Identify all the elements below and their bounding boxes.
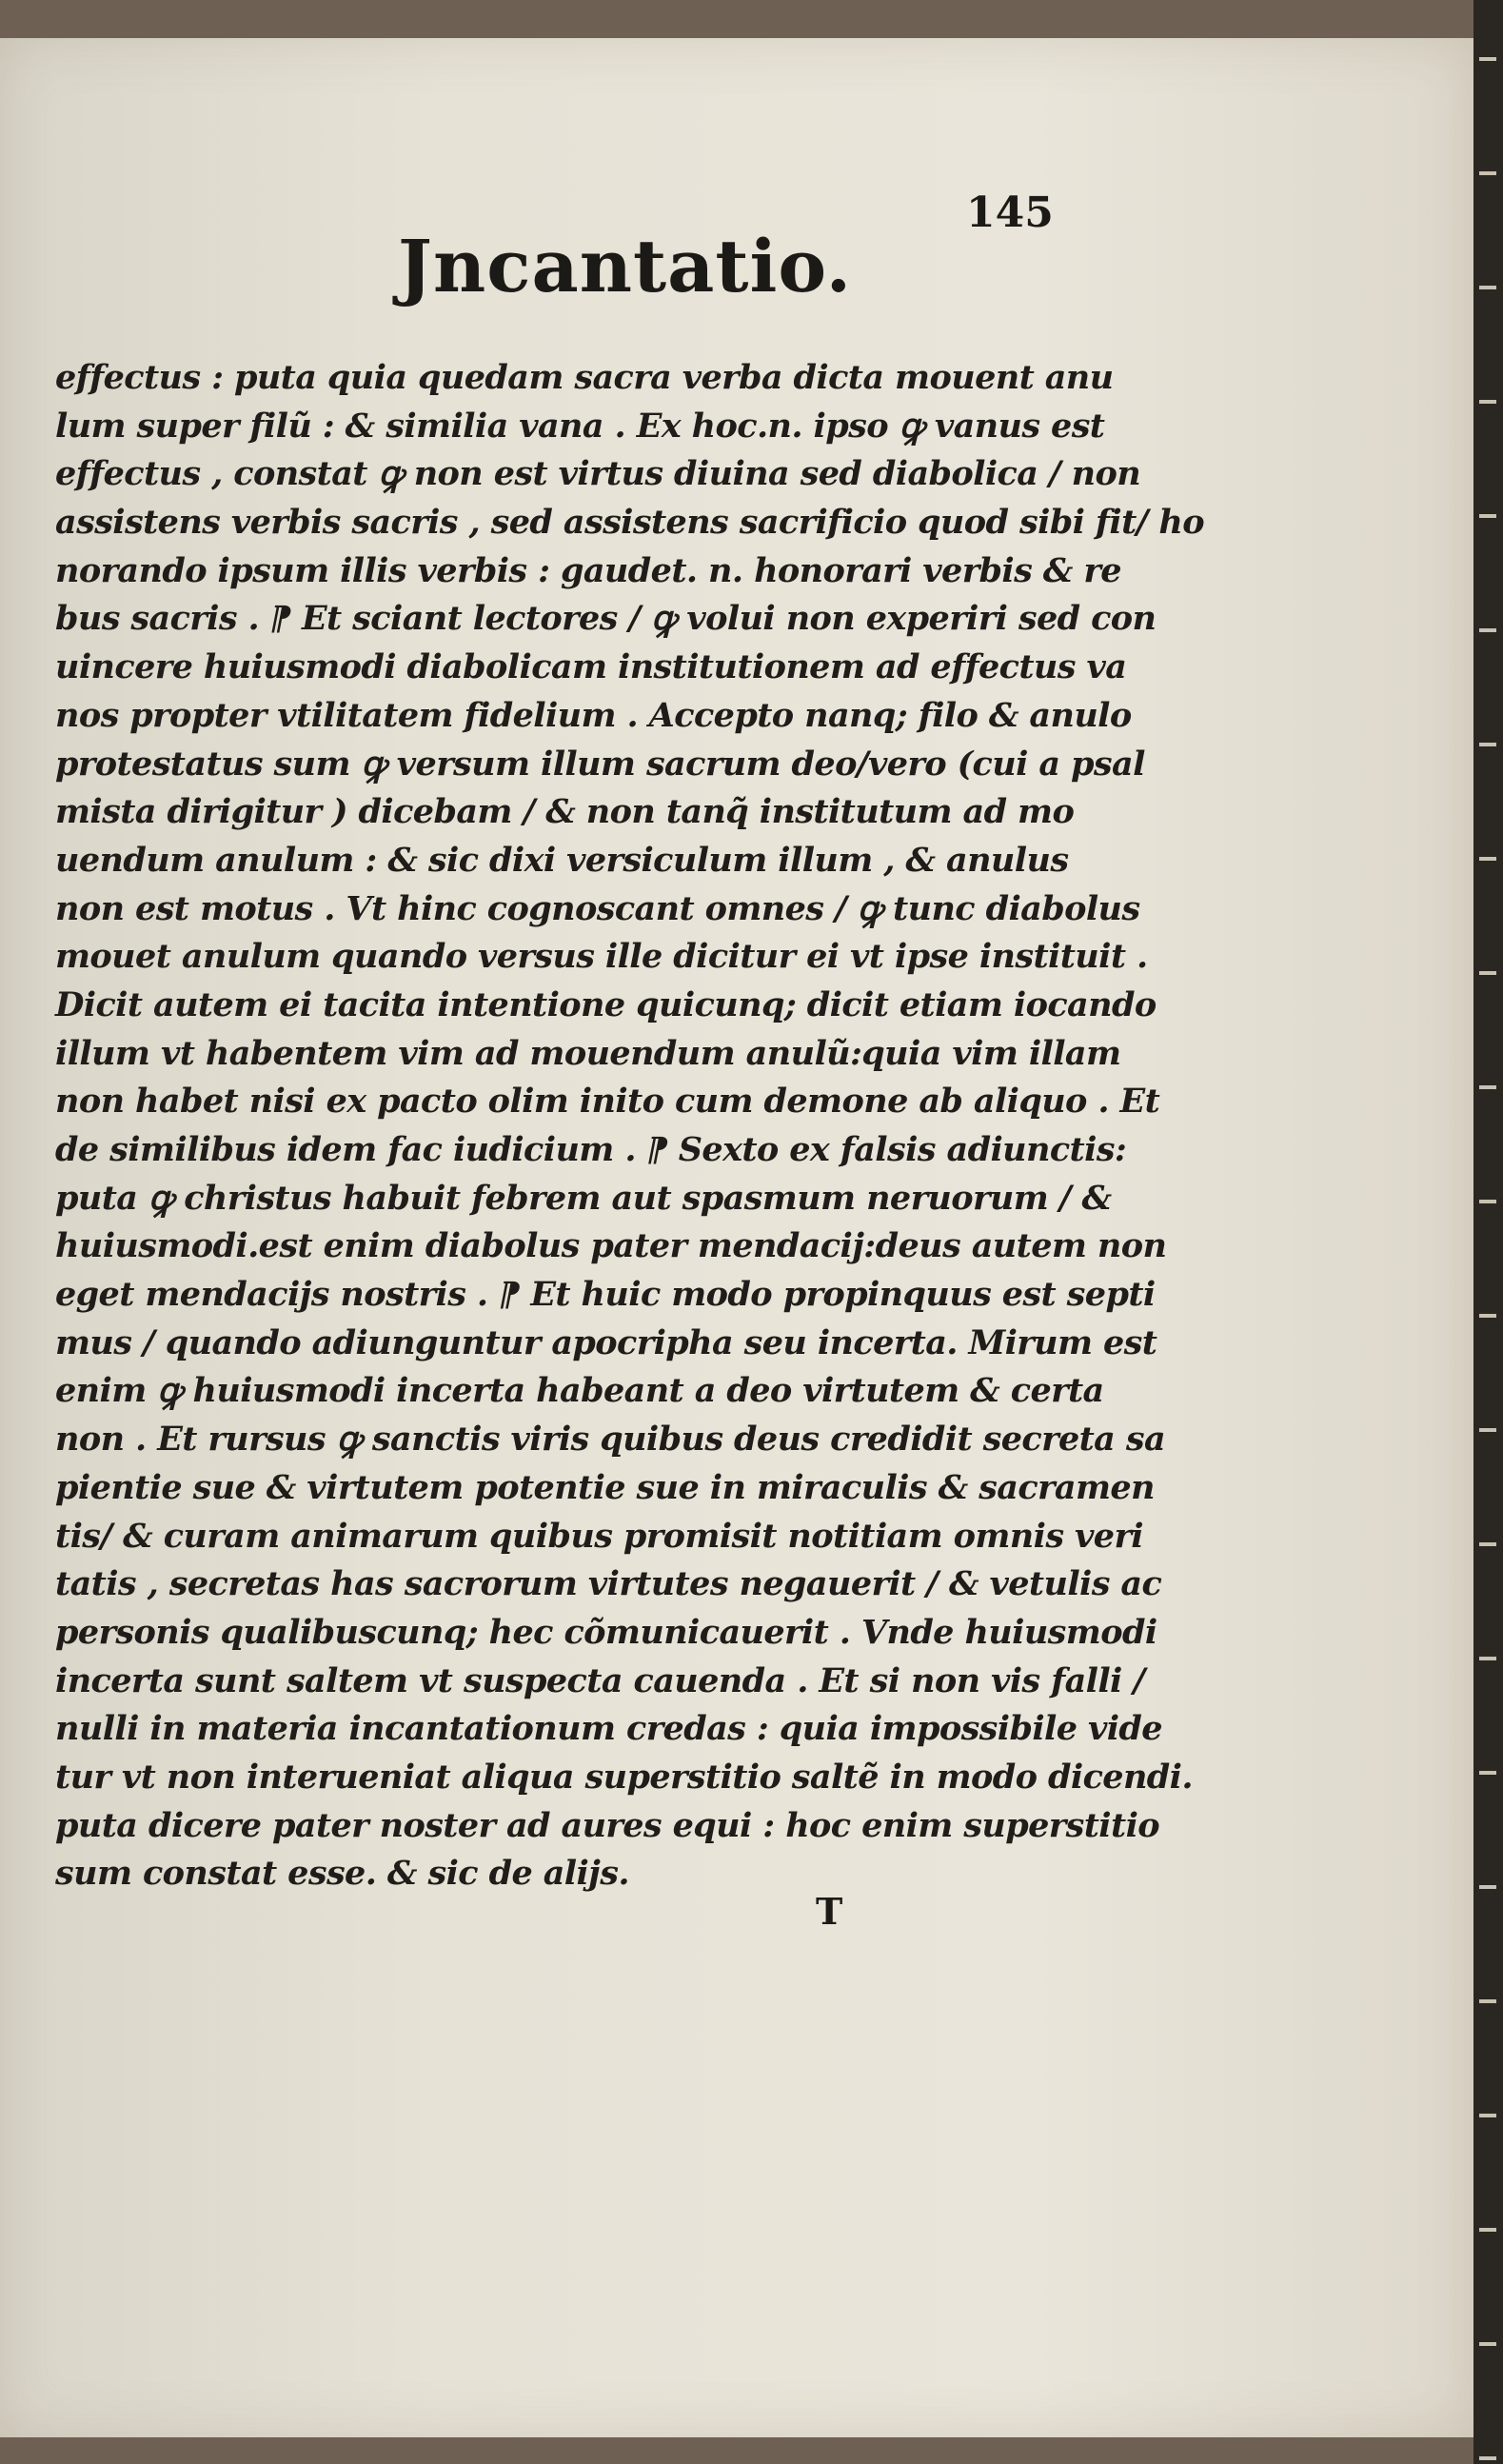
folio-number: 145: [966, 189, 1054, 237]
ruler-tick: [1479, 1885, 1496, 1889]
ruler-tick: [1479, 171, 1496, 175]
signature-mark: T: [816, 1890, 843, 1933]
ruler-tick: [1479, 1999, 1496, 2003]
text-line: enim ꝙ huiusmodi incerta habeant a deo virtutem & certa: [55, 1371, 1104, 1411]
text-line: uendum anulum : & sic dixi versiculum illum , & anulus: [55, 840, 1069, 880]
text-line: sum constat esse. & sic de alijs.: [55, 1854, 629, 1894]
text-line: puta ꝙ christus habuit febrem aut spasmum neruorum / &: [55, 1178, 1112, 1218]
text-line: protestatus sum ꝙ versum illum sacrum deo/vero (cui a psal: [55, 744, 1145, 784]
text-line: mouet anulum quando versus ille dicitur ei vt ipse instituit .: [55, 937, 1148, 977]
text-line: incerta sunt saltem vt suspecta cauenda . Et si non vis falli /: [55, 1660, 1145, 1700]
text-line: mus / quando adiunguntur apocripha seu incerta. Mirum est: [55, 1322, 1157, 1362]
ruler-tick: [1479, 743, 1496, 746]
text-line: de similibus idem fac iudicium . ⁋ Sexto ex falsis adiunctis:: [55, 1130, 1127, 1169]
text-line: effectus : puta quia quedam sacra verba dicta mouent anu: [55, 358, 1114, 397]
ruler-tick: [1479, 2456, 1496, 2460]
text-line: non . Et rursus ꝙ sanctis viris quibus deus credidit secreta sa: [55, 1420, 1166, 1460]
text-line: Dicit autem ei tacita intentione quicunq; dicit etiam iocando: [55, 984, 1157, 1024]
ruler-tick: [1479, 2342, 1496, 2346]
ruler-tick: [1479, 1314, 1496, 1318]
body-text: [55, 354, 1205, 1898]
ruler-tick: [1479, 628, 1496, 632]
text-line: tis/ & curam animarum quibus promisit notitiam omnis veri: [55, 1516, 1143, 1556]
ruler-tick: [1479, 1771, 1496, 1775]
ruler-tick: [1479, 857, 1496, 861]
ruler-tick: [1479, 1200, 1496, 1203]
text-line: puta dicere pater noster ad aures equi : hoc enim superstitio: [55, 1805, 1160, 1845]
text-line: tatis , secretas has sacrorum virtutes negauerit / & vetulis ac: [55, 1564, 1162, 1604]
ruler-tick: [1479, 1428, 1496, 1432]
text-line: uincere huiusmodi diabolicam institutionem ad effectus va: [55, 647, 1127, 687]
ruler-tick: [1479, 2114, 1496, 2117]
ruler-tick: [1479, 286, 1496, 289]
text-line: assistens verbis sacris , sed assistens sacrificio quod sibi fit/ ho: [55, 503, 1205, 543]
text-line: effectus , constat ꝙ non est virtus diuina sed diabolica / non: [55, 454, 1141, 494]
text-line: nos propter vtilitatem fidelium . Accepto nanq; filo & anulo: [55, 695, 1132, 735]
text-line: bus sacris . ⁋ Et sciant lectores / ꝙ volui non experiri sed con: [55, 599, 1157, 639]
ruler-tick: [1479, 1542, 1496, 1546]
ruler-tick: [1479, 400, 1496, 404]
text-line: eget mendacijs nostris . ⁋ Et huic modo propinquus est septi: [55, 1275, 1156, 1315]
text-line: huiusmodi.est enim diabolus pater mendacij:deus autem non: [55, 1226, 1167, 1266]
text-line: personis qualibuscunq; hec cõmunicauerit . Vnde huiusmodi: [55, 1612, 1157, 1652]
text-line: nulli in materia incantationum credas : quia impossibile vide: [55, 1709, 1162, 1749]
ruler-tick: [1479, 1657, 1496, 1660]
text-line: pientie sue & virtutem potentie sue in miraculis & sacramen: [55, 1467, 1155, 1507]
text-line: non habet nisi ex pacto olim inito cum demone ab aliquo . Et: [55, 1082, 1160, 1122]
ruler-tick: [1479, 971, 1496, 975]
text-line: tur vt non interueniat aliqua superstitio saltẽ in modo dicendi.: [55, 1757, 1193, 1797]
text-line: lum super filũ : & similia vana . Ex hoc.n. ipso ꝙ vanus est: [55, 406, 1105, 446]
ruler-tick: [1479, 57, 1496, 61]
text-line: mista dirigitur ) dicebam / & non tanq̃ institutum ad mo: [55, 792, 1075, 832]
text-line: non est motus . Vt hinc cognoscant omnes / ꝙ tunc diabolus: [55, 888, 1140, 928]
text-line: illum vt habentem vim ad mouendum anulũ:quia vim illam: [55, 1033, 1121, 1073]
text-line: norando ipsum illis verbis : gaudet. n. honorari verbis & re: [55, 550, 1121, 590]
ruler-tick: [1479, 2228, 1496, 2232]
scan-edge-ruler: [1473, 0, 1503, 2464]
running-title: Jncantatio.: [398, 224, 853, 308]
ruler-tick: [1479, 514, 1496, 518]
ruler-tick: [1479, 1085, 1496, 1089]
